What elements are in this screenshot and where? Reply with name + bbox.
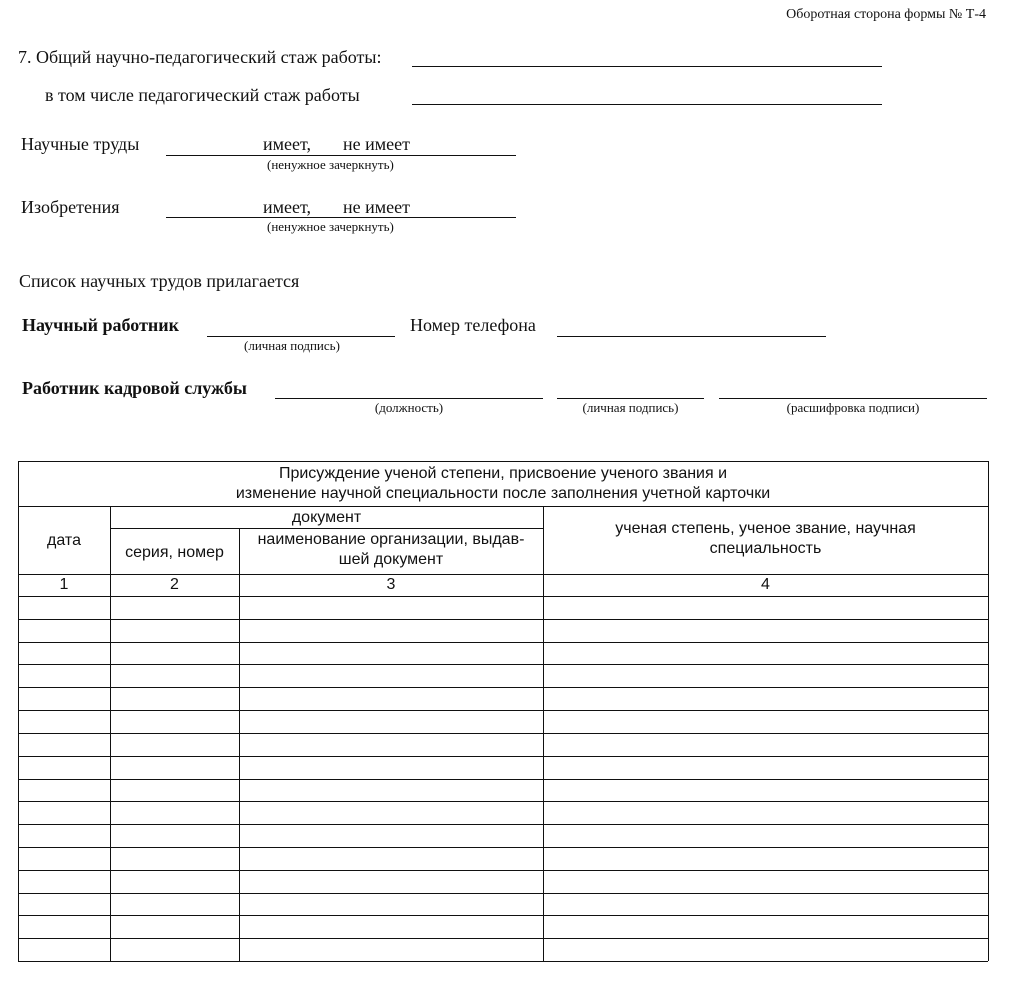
- table-row[interactable]: [18, 756, 988, 779]
- table-title: [18, 464, 988, 504]
- total-experience-label: 7. Общий научно-педагогический стаж работы:: [18, 47, 382, 67]
- table-title-line-2: изменение научной специальности после заполнения учетной карточки: [235, 485, 771, 502]
- table-row[interactable]: [18, 779, 988, 802]
- column-group-document: документ: [291, 509, 362, 526]
- column-number-2: 2: [170, 576, 179, 593]
- hr-position-field[interactable]: [275, 398, 543, 399]
- hr-worker-label: Работник кадровой службы: [22, 378, 247, 398]
- pedagogical-experience-field[interactable]: [412, 104, 882, 105]
- scientist-label: Научный работник: [22, 315, 180, 335]
- inventions-field[interactable]: [166, 217, 516, 218]
- table-row[interactable]: [18, 642, 988, 665]
- hr-decode-caption: (расшифровка подписи): [786, 400, 920, 415]
- table-row[interactable]: [18, 915, 988, 938]
- works-list-attached: Список научных трудов прилагается: [19, 271, 300, 291]
- table-row[interactable]: [18, 733, 988, 756]
- degree-changes-table: [18, 461, 988, 961]
- table-row[interactable]: [18, 710, 988, 733]
- scientific-works-option-has[interactable]: имеет,: [263, 134, 312, 154]
- inventions-note: (ненужное зачеркнуть): [267, 219, 394, 234]
- column-header-degree-line-2: специальность: [709, 540, 822, 557]
- table-row[interactable]: [18, 870, 988, 893]
- scientific-works-note: (ненужное зачеркнуть): [267, 157, 394, 172]
- inventions-option-has-not[interactable]: не имеет: [343, 197, 410, 217]
- pedagogical-experience-label: в том числе педагогический стаж работы: [45, 85, 360, 105]
- phone-field[interactable]: [557, 336, 826, 337]
- column-header-organization: [239, 530, 543, 570]
- table-row[interactable]: [18, 893, 988, 916]
- column-header-series: серия, номер: [125, 544, 224, 561]
- column-header-date: дата: [47, 532, 81, 549]
- column-number-4: 4: [761, 576, 770, 593]
- hr-decode-field[interactable]: [719, 398, 987, 399]
- column-header-degree-line-1: ученая степень, ученое звание, научная: [615, 520, 916, 537]
- scientist-signature-caption: (личная подпись): [244, 338, 340, 353]
- table-row[interactable]: [18, 824, 988, 847]
- table-title-line-1: Присуждение ученой степени, присвоение ученого звания и: [278, 465, 728, 482]
- table-row[interactable]: [18, 664, 988, 687]
- column-number-1: 1: [59, 576, 69, 593]
- column-header-degree: [543, 519, 988, 559]
- table-row[interactable]: [18, 596, 988, 619]
- scientific-works-option-has-not[interactable]: не имеет: [343, 134, 410, 154]
- form-side-label: Оборотная сторона формы № Т-4: [786, 7, 986, 22]
- table-row[interactable]: [18, 619, 988, 642]
- phone-label: Номер телефона: [410, 315, 536, 335]
- hr-signature-field[interactable]: [557, 398, 704, 399]
- scientific-works-field[interactable]: [166, 155, 516, 156]
- inventions-option-has[interactable]: имеет,: [263, 197, 312, 217]
- hr-position-caption: (должность): [374, 400, 444, 415]
- column-number-3: 3: [386, 576, 396, 593]
- table-row[interactable]: [18, 847, 988, 870]
- column-header-organization-line-2: шей документ: [338, 551, 444, 568]
- scientific-works-label: Научные труды: [21, 134, 140, 154]
- hr-signature-caption: (личная подпись): [582, 400, 679, 415]
- total-experience-field[interactable]: [412, 66, 882, 67]
- inventions-label: Изобретения: [21, 197, 120, 217]
- column-header-organization-line-1: наименование организации, выдав-: [257, 531, 525, 548]
- table-row[interactable]: [18, 938, 988, 961]
- table-row[interactable]: [18, 801, 988, 824]
- scientist-signature-field[interactable]: [207, 336, 395, 337]
- table-row[interactable]: [18, 687, 988, 710]
